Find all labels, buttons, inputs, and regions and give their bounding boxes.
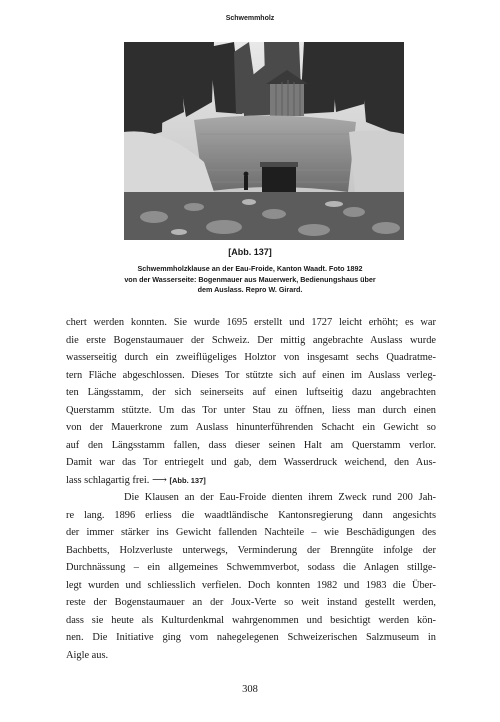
text-line: nen. Die Initiative ging vom nahegelegenen Schweizerischen Salzmuseum in [66,632,436,643]
text-line: Damit war das Tor entriegelt und gab, dem Wasserdruck weichend, den Aus- [66,457,436,468]
text-line: Bachbetts, Holzverluste unterwegs, Verminderung der Brenngüte infolge der [66,544,436,556]
text-line: Querstamm stützte. Um das Tor unter Stau zu öffnen, liess man durch einen [66,404,436,416]
text-line: chert werden konnten. Sie wurde 1695 erstellt und 1727 leicht erhöht; es war [66,317,436,328]
text-line: re lang. 1896 erliess die waadtländische Kantonsregierung dann angesichts [66,509,436,521]
text-line: von der Mauerkrone zum Auslass hinunterführenden Schacht ein Gewicht so [66,422,436,433]
text-line: tern Fläche abgeschlossen. Dieses Tor stützte sich auf einen im Auslass verleg- [66,369,436,381]
text-line [66,472,436,490]
text-line: reste der Bogenstaumauer an der Joux-Verte so weit instand gestellt werden, [66,597,436,608]
figure-reference: [Abb. 137] [228,247,272,257]
caption-line: Schwemmholzklause an der Eau-Froide, Kanton Waadt. Foto 1892 [137,264,363,273]
inline-figure-reference: [Abb. 137] [169,475,206,485]
text-line: Aigle aus. [66,649,109,661]
text-line: auf den Längsstamm fallen, dass dieser seinen Halt am Querstamm verlor. [66,439,436,451]
text-line: der immer stärker ins Gewicht fallenden Nachteile – wie Beschädigungen des [66,527,436,538]
text-line: dass sie heute als Kulturdenkmal wahrgenommen und besichtigt werden kön- [66,614,436,626]
page-number: 308 [242,684,258,695]
text-line: ten Längsstamm, der sich seinerseits auf einen luftseitig dazu angebrachten [66,387,436,398]
caption-line: von der Wasserseite: Bogenmauer aus Mauerwerk, Bedienungshaus über [124,274,376,284]
caption-line: dem Auslass. Repro W. Girard. [197,285,303,294]
figure-caption [100,264,400,296]
historic-photo-dam [124,42,404,240]
arrow-icon: ⟶ [152,474,167,486]
text-line: legt wurden und schliesslich verfielen. Doch konnten 1982 und 1983 die Über- [66,579,436,591]
text-line: Die Klausen an der Eau-Froide dienten ihrem Zweck rund 200 Jah- [124,492,436,503]
body-text [66,314,436,664]
text-line-end: lass schlagartig frei. [66,474,150,486]
text-line: die erste Bogenstaumauer der Schweiz. Der mittig angebrachte Auslass wurde [66,334,436,346]
running-head: Schwemmholz [225,15,275,22]
text-line: Durchnässung – ein allgemeines Schwemmverbot, sodass die Anlagen stillge- [66,562,436,573]
text-line: wasserseitig durch ein zweiflügeliges Holztor von insgesamt sechs Quadratme- [66,352,436,363]
